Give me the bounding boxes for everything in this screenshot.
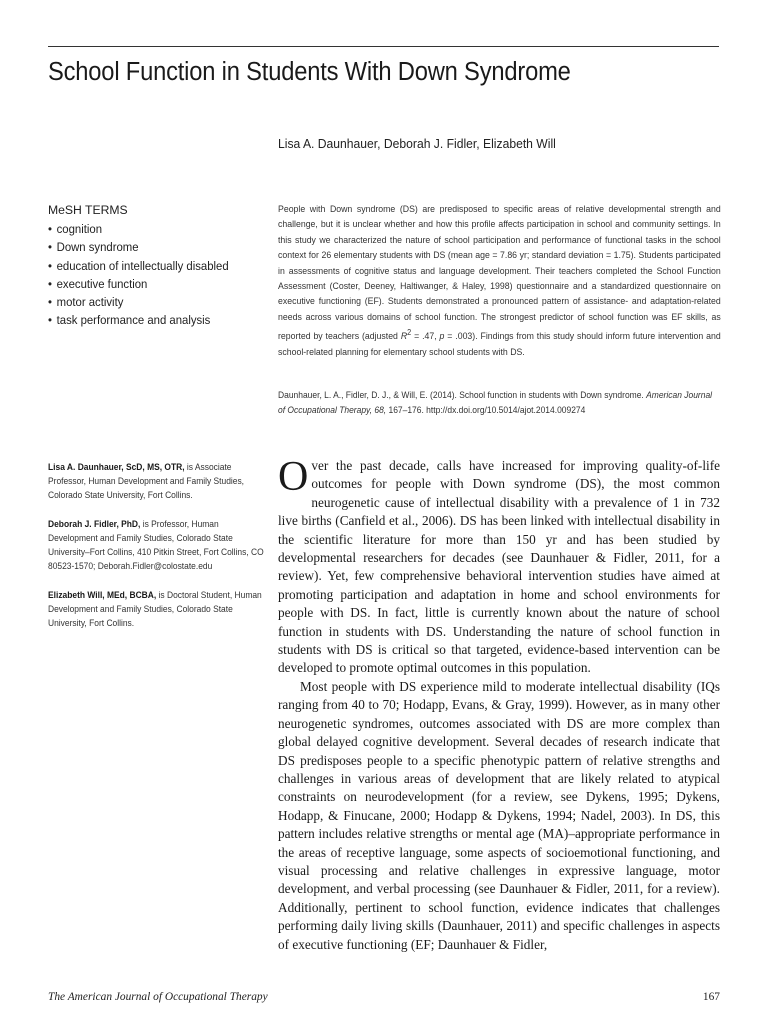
mesh-term: • executive function bbox=[48, 275, 253, 293]
mesh-term: • task performance and analysis bbox=[48, 311, 253, 329]
article-title: School Function in Students With Down Syndrome bbox=[48, 58, 571, 86]
affiliation-name: Lisa A. Daunhauer, ScD, MS, OTR, bbox=[48, 461, 185, 472]
affiliation-name: Deborah J. Fidler, PhD, bbox=[48, 518, 141, 529]
r-squared-exponent: 2 bbox=[407, 328, 412, 338]
affiliation-detail: is Associate Professor, Human Development and Family Studies, Colorado State University, Fort Collins. bbox=[48, 461, 245, 500]
citation bbox=[278, 388, 721, 417]
r-squared-value: = .47, bbox=[411, 331, 440, 343]
affiliation-detail: is Doctoral Student, Human Development and Family Studies, Colorado State University, Fort Collins. bbox=[48, 589, 262, 628]
affiliation-daunhauer bbox=[48, 460, 264, 502]
mesh-term: • motor activity bbox=[48, 293, 253, 311]
affiliation-fidler bbox=[48, 517, 264, 573]
mesh-term: • Down syndrome bbox=[48, 238, 253, 256]
affiliation-will bbox=[48, 588, 264, 630]
p-symbol: p bbox=[439, 331, 445, 343]
citation-journal: American Journal of Occupational Therapy, 68, bbox=[278, 390, 713, 415]
page-number: 167 bbox=[702, 991, 720, 1003]
author-list: Lisa A. Daunhauer, Deborah J. Fidler, Elizabeth Will bbox=[278, 136, 556, 151]
body-paragraph-1 bbox=[278, 454, 720, 678]
citation-doi: 167–176. http://dx.doi.org/10.5014/ajot.2014.009274 bbox=[386, 404, 586, 415]
article-body bbox=[278, 454, 720, 954]
abstract-text-end: = .003). Findings from this study should inform future intervention and school-related planning for elementary school students with DS. bbox=[278, 331, 721, 358]
mesh-terms bbox=[48, 203, 268, 330]
abstract bbox=[278, 202, 721, 360]
citation-text: Daunhauer, L. A., Fidler, D. J., & Will, E. (2014). School function in students with Down syndrome. bbox=[278, 390, 647, 400]
body-paragraph-2: Most people with DS experience mild to moderate intellectual disability (IQs ranging from 40 to 70; Hodapp, Evans, & Gray, 1999). However, as in many other neurogenetic syndromes, outcomes associated with DS are more complex than global delayed cognitive development. Several decades of research indicate that DS predisposes people to a specific phenotypic pattern of relative strengths and challenges in various areas of development that are likely related to atypical constraints on neurodevelopment (for a review, see Dykens, 1995; Dykens, Hodapp, & Finucane, 2000; Hodapp & Dykens, 1994; Nadel, 2003). In DS, this pattern includes relative strengths or mental age (MA)–appropriate performance in the areas of receptive language, some aspects of socioemotional functioning, and visual processing and relative challenges in expressive language, motor development, and verbal processing (see Daunhauer & Fidler, 2011, for a review). Additionally, pertinent to school function, evidence indicates that challenges performing daily living skills (Daunhauer, 2011) and specific challenges in aspects of executive functioning (EF; Daunhauer & Fidler, bbox=[278, 678, 720, 952]
mesh-heading: MeSH TERMS bbox=[48, 203, 128, 217]
drop-cap: O bbox=[278, 454, 309, 500]
mesh-list bbox=[48, 220, 268, 330]
paragraph-text: ver the past decade, calls have increased for improving quality-of-life outcomes for people with Down syndrome (DS), the most common neurogenetic cause of intellectual disability with a prevalence of 1 in 732 live births (Canfield et al., 2006). DS has been linked with intellectual disability in the scientific literature for more than 150 yr and has been studied by developmental researchers for decades (see Daunhauer & Fidler, 2011, for a review). Yet, few comprehensive behavioral intervention studies have aimed at promoting participation and adaptation in home and school environments for people with DS. In fact, little is currently known about the nature of school function in students with DS. Understanding the nature of school function in students with DS is critical so that targeted, evidence-based intervention can be developed to promote optimal outcomes in this population. bbox=[278, 458, 720, 676]
mesh-term: • cognition bbox=[48, 220, 253, 238]
affiliation-name: Elizabeth Will, MEd, BCBA, bbox=[48, 589, 157, 600]
top-rule bbox=[48, 46, 719, 47]
footer-journal-name: The American Journal of Occupational Therapy bbox=[48, 991, 268, 1003]
affiliation-detail: is Professor, Human Development and Family Studies, Colorado State University–Fort Collins, 410 Pitkin Street, Fort Collins, CO 80523-1570; Deborah.Fidler@colostate.edu bbox=[48, 518, 264, 571]
mesh-term: • education of intellectually disabled bbox=[48, 257, 253, 275]
abstract-text: People with Down syndrome (DS) are predisposed to specific areas of relative developmental strength and challenge, but it is unclear whether and how this profile affects participation in school and community settings. In this study we characterized the nature of school participation and performance of functional tasks in the school context for 26 elementary students with DS (mean age = 7.86 yr; standard deviation = 1.75). Students participated in assessments of cognitive status and language development. Their teachers completed the School Function Assessment (Coster, Deeney, Haltiwanger, & Haley, 1998) questionnaire and a standardized questionnaire on executive functioning (EF). Students demonstrated a pronounced pattern of assistance- and adaptation-related needs across various domains of school function. The strongest predictor of school function was EF skills, as reported by teachers (adjusted bbox=[278, 204, 721, 343]
r-squared-symbol: R bbox=[400, 331, 408, 343]
